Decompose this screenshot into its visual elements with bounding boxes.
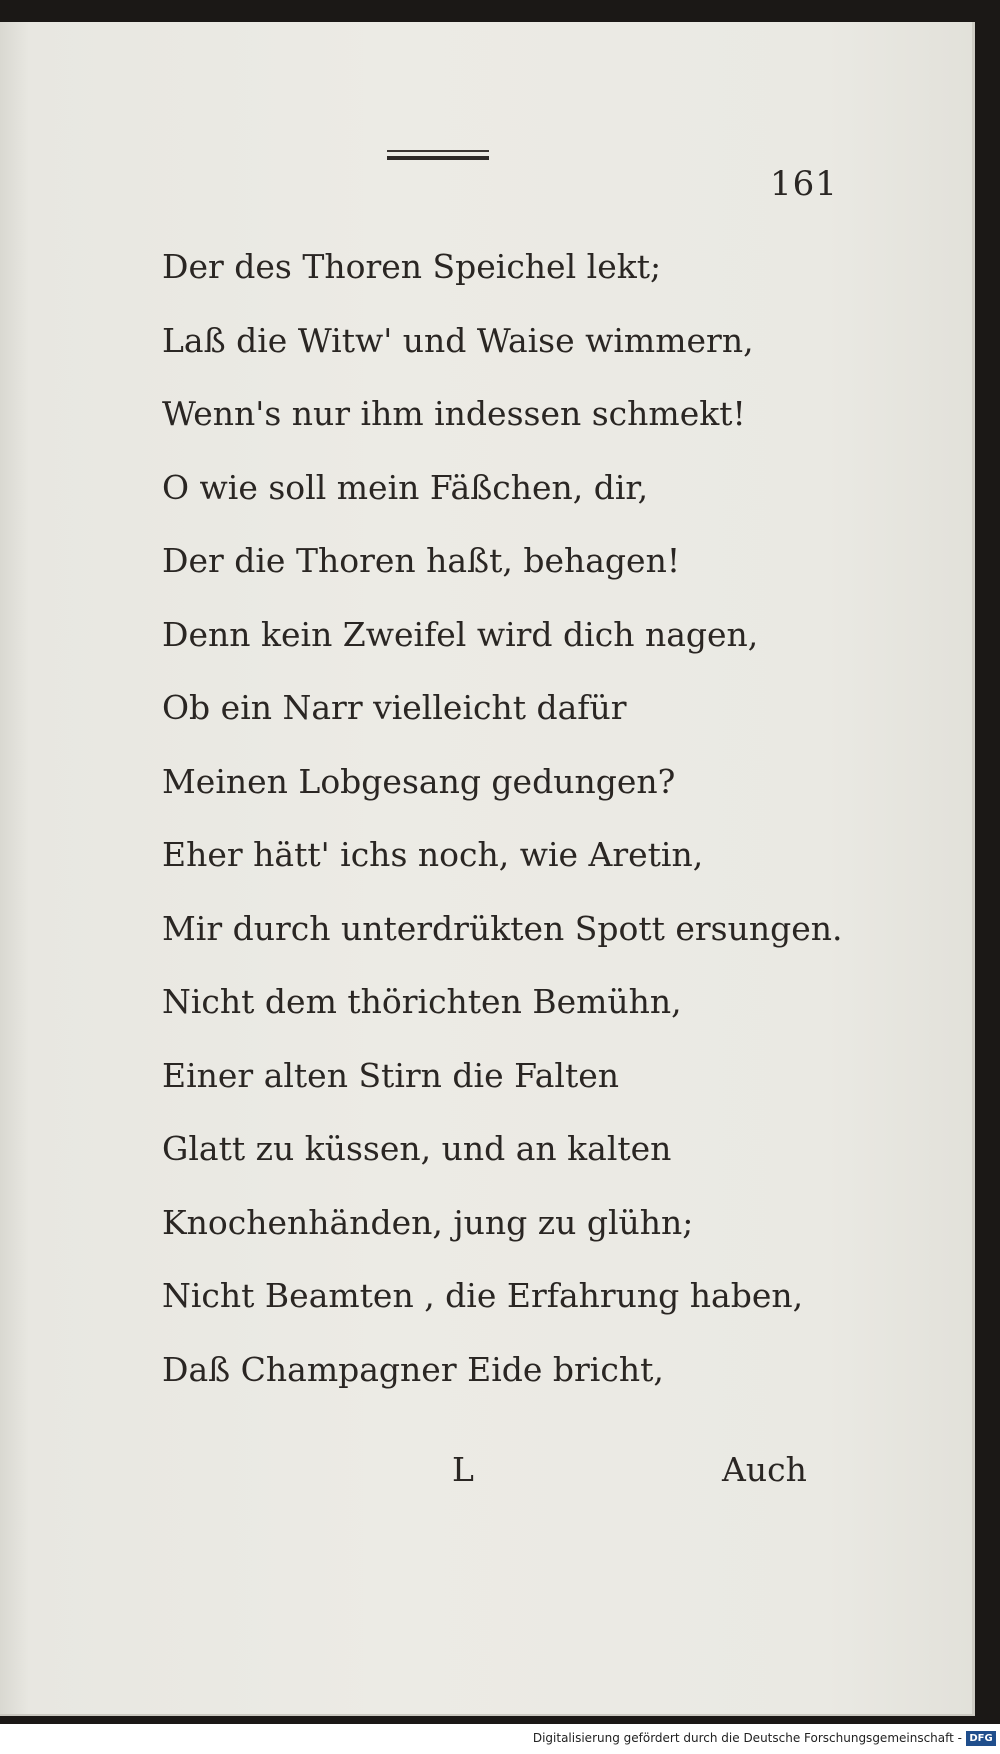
verse-line: Eher hätt' ichs noch, wie Aretin, [162, 835, 704, 874]
verse-text-block [162, 230, 843, 1406]
dfg-logo[interactable]: DFG [966, 1731, 996, 1746]
page-number: 161 [770, 164, 838, 204]
book-page [0, 22, 975, 1716]
verse-line: Einer alten Stirn die Falten [162, 1055, 620, 1095]
funding-credit-text: Digitalisierung gefördert durch die Deutsche Forschungsgemeinschaft - [532, 1731, 962, 1745]
verse-line: Denn kein Zweifel wird dich nagen, [162, 614, 759, 654]
verse-line: Nicht Beamten , die Erfahrung haben, [162, 1276, 804, 1315]
signature-mark: L [452, 1450, 474, 1489]
header-rule-thin-line [387, 150, 489, 152]
verse-line: Mir durch unterdrükten Spott ersungen. [162, 908, 843, 948]
verse-line: Laß die Witw' und Waise wimmern, [162, 320, 754, 360]
verse-line: Der die Thoren haßt, behagen! [162, 541, 681, 580]
footer-credit-bar [0, 1724, 1000, 1754]
verse-line: Glatt zu küssen, und an kalten [162, 1129, 672, 1168]
verse-line: Wenn's nur ihm indessen schmekt! [162, 394, 746, 433]
verse-line: Nicht dem thörichten Bemühn, [162, 982, 682, 1021]
header-rule-thick-line [387, 156, 489, 160]
verse-line: Ob ein Narr vielleicht dafür [162, 688, 627, 727]
verse-line: Meinen Lobgesang gedungen? [162, 761, 676, 801]
verse-line: Daß Champagner Eide bricht, [162, 1349, 664, 1389]
catchword: Auch [722, 1450, 807, 1489]
verse-line: Knochenhänden, jung zu glühn; [162, 1202, 694, 1242]
header-double-rule [387, 150, 489, 160]
verse-line: Der des Thoren Speichel lekt; [162, 247, 662, 286]
verse-line: O wie soll mein Fäßchen, dir, [162, 467, 649, 507]
